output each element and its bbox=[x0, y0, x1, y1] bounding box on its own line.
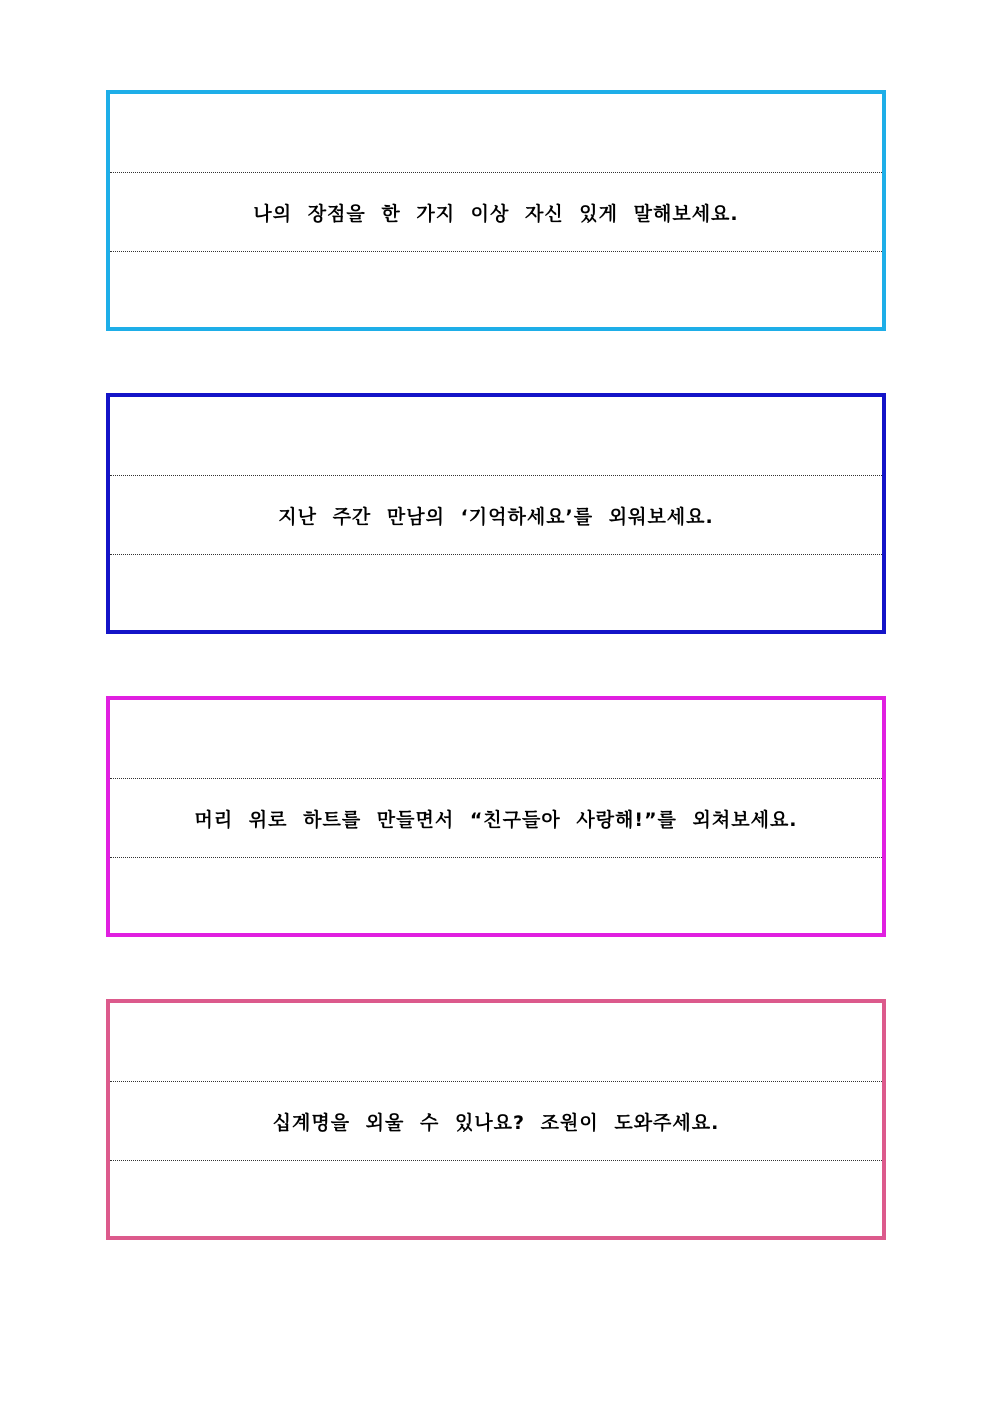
mission-card-3 bbox=[106, 696, 886, 937]
mission-card-2 bbox=[106, 393, 886, 634]
card-divider-bottom bbox=[110, 251, 882, 252]
card-instruction: 십계명을 외울 수 있나요? 조원이 도와주세요. bbox=[272, 1111, 720, 1134]
card-instruction: 머리 위로 하트를 만들면서 “친구들아 사랑해!”를 외쳐보세요. bbox=[194, 808, 798, 831]
mission-card-1 bbox=[106, 90, 886, 331]
card-instruction: 나의 장점을 한 가지 이상 자신 있게 말해보세요. bbox=[253, 202, 739, 225]
card-divider-bottom bbox=[110, 554, 882, 555]
mission-card-4 bbox=[106, 999, 886, 1240]
card-instruction: 지난 주간 만남의 ‘기억하세요’를 외워보세요. bbox=[278, 505, 714, 528]
card-divider-bottom bbox=[110, 1160, 882, 1161]
card-divider-bottom bbox=[110, 857, 882, 858]
